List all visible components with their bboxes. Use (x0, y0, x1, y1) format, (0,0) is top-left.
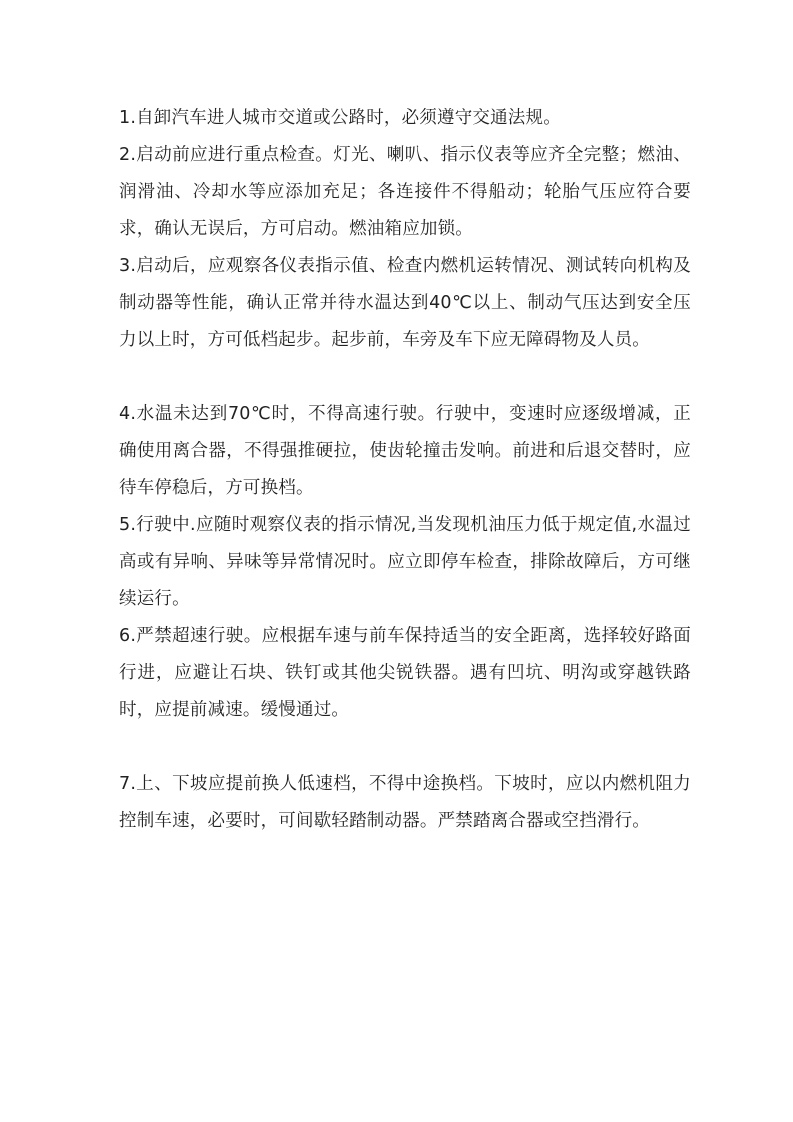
paragraph-3: 3.启动后，应观察各仪表指示值、检查内燃机运转情况、测试转向机构及制动器等性能，确认正常并待水温达到40℃以上、制动气压达到安全压力以上时，方可低档起步。起步前，车旁及车下应无障碍物及人员。 (119, 256, 691, 350)
paragraph-2: 2.启动前应进行重点检查。灯光、喇叭、指示仪表等应齐全完整；燃油、润滑油、冷却水等应添加充足；各连接件不得船动；轮胎气压应符合要求，确认无误后，方可启动。燃油箱应加锁。 (119, 145, 691, 239)
paragraph-spacer (119, 359, 691, 396)
paragraph-5: 5.行驶中.应随时观察仪表的指示情况,当发现机油压力低于规定值,水温过高或有异响、异味等异常情况时。应立即停车检查，排除故障后，方可继续运行。 (119, 515, 691, 609)
document-body (119, 100, 691, 840)
paragraph-7: 7.上、下坡应提前换人低速档，不得中途换档。下坡时，应以内燃机阻力控制车速，必要时，可间歇轻踏制动器。严禁踏离合器或空挡滑行。 (119, 774, 691, 831)
paragraph-6: 6.严禁超速行驶。应根据车速与前车保持适当的安全距离，选择较好路面行进，应避让石块、铁钉或其他尖锐铁器。遇有凹坑、明沟或穿越铁路时，应提前减速。缓慢通过。 (119, 626, 691, 720)
paragraph-1: 1.自卸汽车进人城市交道或公路时，必须遵守交通法规。 (119, 108, 561, 128)
paragraph-4: 4.水温未达到70℃时，不得高速行驶。行驶中，变速时应逐级增减，正确使用离合器，不得强推硬拉，使齿轮撞击发响。前进和后退交替时，应待车停稳后，方可换档。 (119, 404, 691, 498)
paragraph-spacer (119, 729, 691, 766)
